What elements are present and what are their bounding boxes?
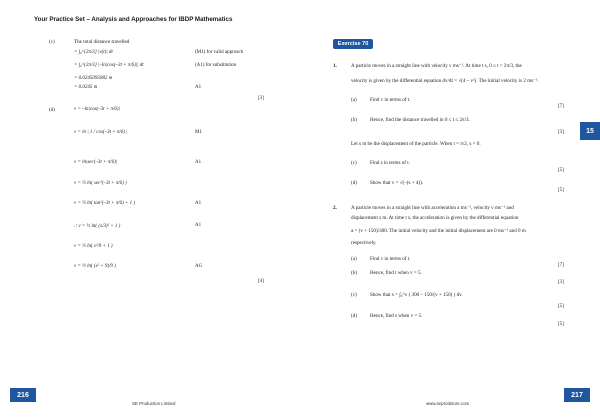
c-line-4: = 0.0245 m [74, 85, 98, 90]
q2-c-label: (c) [351, 292, 357, 298]
footer-website: www.seprodstore.com [426, 401, 470, 406]
q2-b-text: Hence, find t when v = 5. [370, 270, 422, 276]
q1-c-label: (c) [351, 160, 357, 166]
q1-a-text: Find v in terms of t. [370, 97, 411, 103]
part-c-label: (c) [49, 39, 55, 45]
q1-d-marks: [5] [558, 188, 564, 193]
q2-d-text: Hence, find s when v = 5. [370, 313, 423, 319]
q1-line-1: A particle moves in a straight line with velocity v ms⁻¹. At time t s, 0 ≤ t < 2π/3, the [351, 63, 522, 69]
d-line-7: v = ½ ln( s²/9 + 1 ) [74, 244, 113, 249]
page-number-right: 217 [564, 388, 590, 402]
q1-d-text: Show that v = √(–(s + 4)). [370, 180, 424, 186]
d-line-5: v = ½ ln( tan²(–3t + π/6) + 1 ) [74, 201, 136, 206]
q2-line-3: a = (v + 150)/300. The initial velocity and the initial displacement are 0 ms⁻¹ and 0 m [351, 228, 526, 234]
exercise-badge: Exercise 70 [333, 39, 373, 49]
q2-a-marks: [7] [558, 263, 564, 268]
q2-line-4: respectively. [351, 240, 377, 246]
d-line-1: v = –ln|cos(–3t + π/6)| [74, 107, 120, 112]
q2-b-marks: [3] [558, 280, 564, 285]
chapter-tab: 15 [580, 122, 600, 140]
d-line-2: v = ln | 1 / cos(–3t + π/6) | [74, 130, 128, 135]
q2-line-2: displacement s m. At time t s, the acceleration is given by the differential equation [351, 215, 519, 221]
c-line-1: = ∫₀^{2π/3} |v(t)| dt [74, 50, 113, 55]
q1-b-text: Hence, find the distance travelled in 0 ≤ t ≤ 2π/3. [370, 117, 470, 123]
d-line-8: v = ½ ln( (s² + 9)/9 ) [74, 264, 116, 269]
d-mark-8: AG [195, 264, 203, 269]
running-header: Your Practice Set – Analysis and Approaches for IBDP Mathematics [34, 16, 233, 23]
d-mark-5: A1 [195, 201, 202, 206]
q1-b-label: (b) [351, 117, 357, 123]
q2-a-text: Find v in terms of t. [370, 256, 411, 262]
q2-b-label: (b) [351, 270, 357, 276]
c-line-3: = 0.0245095082 m [74, 76, 113, 81]
d-mark-6: A1 [195, 223, 202, 228]
c-mark-4: A1 [195, 85, 202, 90]
part-c-intro: The total distance travelled [74, 39, 130, 45]
q1-a-label: (a) [351, 97, 357, 103]
q1-c-marks: [5] [558, 168, 564, 173]
c-line-2: = ∫₀^{2π/3} |–ln|cos(–3t + π/6)|| dt [74, 63, 144, 68]
q1-c-text: Find s in terms of t. [370, 160, 410, 166]
q1-let: Let s m be the displacement of the particle. When t = π/2, s = 0. [351, 141, 481, 147]
c-mark-1: (M1) for valid approach [195, 50, 244, 55]
d-total-marks: [4] [258, 279, 264, 284]
q1-line-2: velocity is given by the differential equation dv/dt = √(4 – v²). The initial velocity is 2 ms⁻¹. [351, 78, 539, 84]
d-mark-3: A1 [195, 160, 202, 165]
q1-a-marks: [7] [558, 104, 564, 109]
d-line-4: v = ½ ln( sec²(–3t + π/6) ) [74, 181, 127, 186]
q1-d-label: (d) [351, 180, 357, 186]
q1-b-marks: [3] [558, 130, 564, 135]
c-total-marks: [3] [258, 96, 264, 101]
q1-number: 1. [333, 63, 337, 69]
q2-line-1: A particle moves in a straight line with acceleration a ms⁻², velocity v ms⁻¹ and [351, 205, 514, 211]
q2-a-label: (a) [351, 256, 357, 262]
c-mark-2: (A1) for substitution [195, 63, 237, 68]
q2-c-text: Show that s = ∫₀^v ( 300 – 150/(v + 150) ) dv. [370, 292, 463, 298]
page-number-left: 216 [10, 388, 36, 402]
q2-d-marks: [5] [558, 322, 564, 327]
d-mark-2: M1 [195, 130, 202, 135]
d-line-6: ∴ v = ½ ln( (s/3)² + 1 ) [74, 224, 121, 229]
q2-d-label: (d) [351, 313, 357, 319]
part-d-label: (d) [49, 107, 55, 113]
q2-number: 2. [333, 205, 337, 211]
q2-c-marks: [5] [558, 304, 564, 309]
d-line-3: v = ln|sec(–3t + π/6)| [74, 160, 118, 165]
footer-publisher: SE Production Limited [132, 401, 176, 406]
